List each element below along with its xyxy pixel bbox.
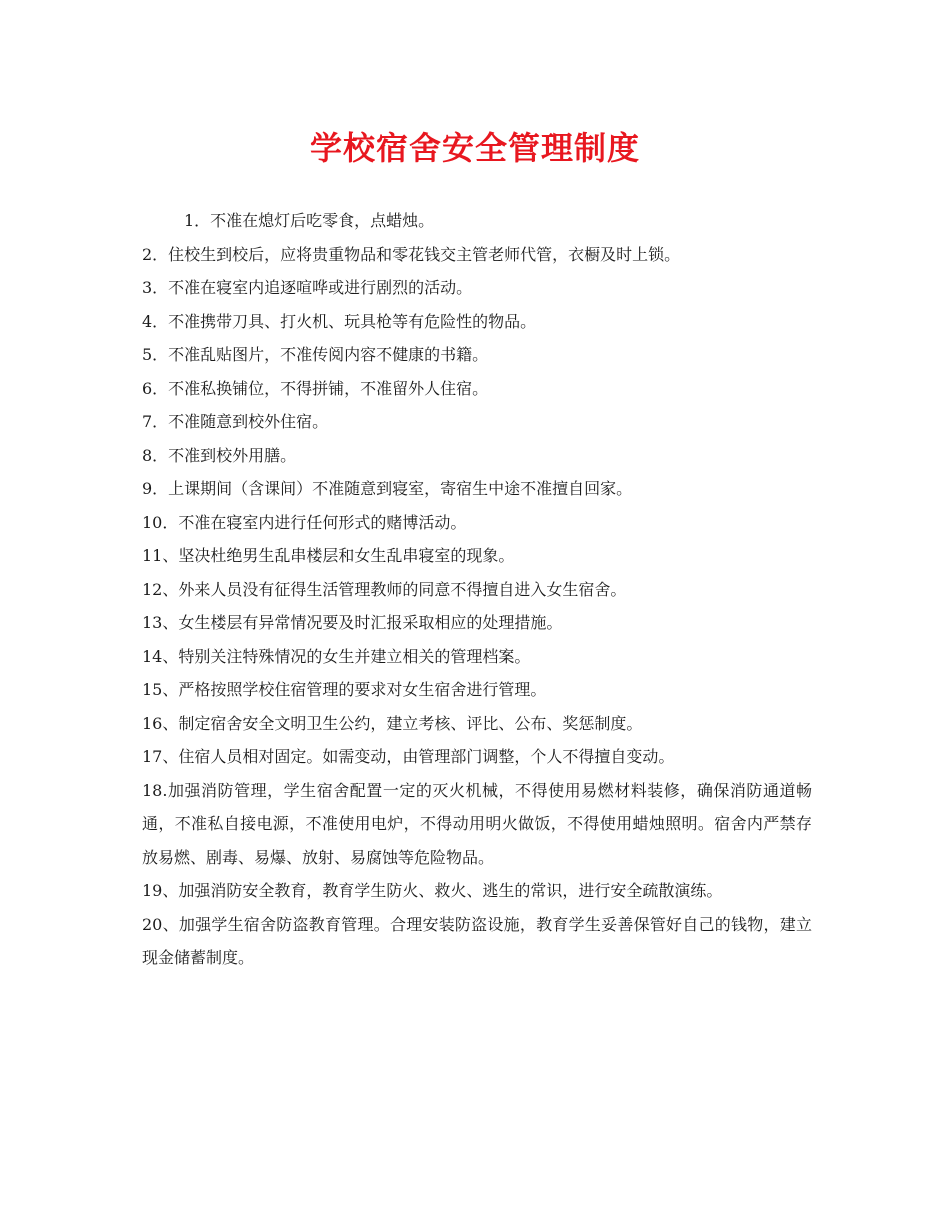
rule-item: 1．不准在熄灯后吃零食，点蜡烛。 — [184, 211, 435, 230]
rule-item: 7．不准随意到校外住宿。 — [142, 412, 329, 431]
rule-item: 18.加强消防管理，学生宿舍配置一定的灭火机械，不得使用易燃材料装修，确保消防通道畅通，不准私自接电源，不准使用电炉，不得动用明火做饭，不得使用蜡烛照明。宿舍内严禁存放易燃、剧毒、易爆、放射、易腐蚀等危险物品。 — [142, 780, 812, 867]
rule-item: 19、加强消防安全教育，教育学生防火、救火、逃生的常识，进行安全疏散演练。 — [142, 881, 723, 900]
rule-item: 11、坚决杜绝男生乱串楼层和女生乱串寝室的现象。 — [142, 546, 515, 565]
rule-item: 3．不准在寝室内追逐喧哗或进行剧烈的活动。 — [142, 278, 473, 297]
rule-item: 14、特别关注特殊情况的女生并建立相关的管理档案。 — [142, 646, 531, 666]
rule-item: 15、严格按照学校住宿管理的要求对女生宿舍进行管理。 — [142, 680, 547, 699]
rule-item: 13、女生楼层有异常情况要及时汇报采取相应的处理措施。 — [142, 613, 563, 632]
document-title: 学校宿舍安全管理制度 — [309, 129, 640, 167]
rule-item: 8．不准到校外用膳。 — [142, 445, 297, 465]
rules-list — [142, 204, 812, 975]
rule-item: 2．住校生到校后，应将贵重物品和零花钱交主管老师代管，衣橱及时上锁。 — [142, 244, 681, 264]
rule-item: 12、外来人员没有征得生活管理教师的同意不得擅自进入女生宿舍。 — [142, 579, 627, 599]
rule-item: 5．不准乱贴图片，不准传阅内容不健康的书籍。 — [142, 345, 489, 364]
rule-item: 16、制定宿舍安全文明卫生公约，建立考核、评比、公布、奖惩制度。 — [142, 713, 643, 733]
rule-item: 9．上课期间（含课间）不准随意到寝室，寄宿生中途不准擅自回家。 — [142, 479, 633, 498]
rule-item: 6．不准私换铺位，不得拼铺，不准留外人住宿。 — [142, 378, 489, 398]
rule-item: 20、加强学生宿舍防盗教育管理。合理安装防盗设施，教育学生妥善保管好自己的钱物，建立现金储蓄制度。 — [142, 914, 812, 967]
rule-item: 10．不准在寝室内进行任何形式的赌博活动。 — [142, 512, 467, 532]
rule-item: 4．不准携带刀具、打火机、玩具枪等有危险性的物品。 — [142, 311, 537, 331]
rule-item: 17、住宿人员相对固定。如需变动，由管理部门调整，个人不得擅自变动。 — [142, 747, 675, 766]
